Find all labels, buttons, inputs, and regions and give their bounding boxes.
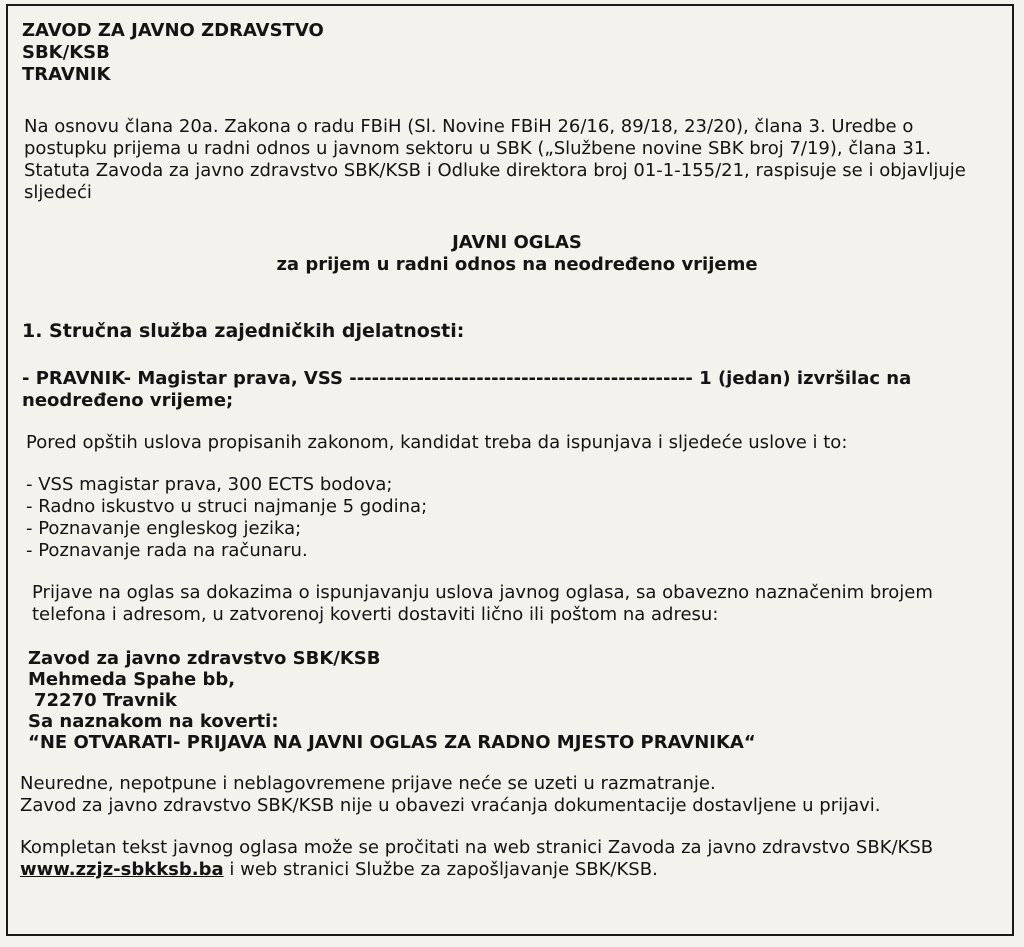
website-link[interactable]: www.zzjz-sbkksb.ba [20, 859, 224, 880]
position-line-2: neodređeno vrijeme; [22, 390, 234, 411]
position-line-1: - PRAVNIK- Magistar prava, VSS ---------------------------------------------- 1 (jedan) izvršilac na [22, 368, 912, 389]
list-item: - Radno iskustvo u struci najmanje 5 godina; [26, 496, 428, 517]
application-line-1: Prijave na oglas sa dokazima o ispunjavanju uslova javnog oglasa, sa obavezno naznačenim brojem [32, 582, 933, 603]
issuer-abbrev: SBK/KSB [22, 42, 110, 63]
application-line-2: telefona i adresom, u zatvorenoj koverti dostaviti lično ili poštom na adresu: [32, 604, 719, 625]
notice-title-sub: za prijem u radni odnos na neodređeno vrijeme [276, 254, 758, 275]
footer-line-2-text: i web stranici Službe za zapošljavanje SBK/KSB. [223, 859, 658, 880]
notice-title [52, 232, 982, 276]
section-heading: 1. Stručna služba zajedničkih djelatnosti: [22, 320, 465, 342]
intro-line-1: Na osnovu člana 20a. Zakona o radu FBiH (Sl. Novine FBiH 26/16, 89/18, 23/20), člana 3. Uredbe o [24, 116, 914, 137]
list-item: - VSS magistar prava, 300 ECTS bodova; [26, 474, 393, 495]
document-content [22, 20, 982, 881]
notes-paragraph [20, 773, 982, 817]
intro-line-3: Statuta Zavoda za javno zdravstvo SBK/KSB i Odluke direktora broj 01-1-155/21, raspisuje se i objavljuje [24, 160, 966, 181]
issuer-name: ZAVOD ZA JAVNO ZDRAVSTVO [22, 20, 324, 41]
list-item: - Poznavanje rada na računaru. [26, 540, 308, 561]
footer-line-2 [20, 859, 982, 881]
footer-paragraph [20, 837, 982, 881]
notes-line-2: Zavod za javno zdravstvo SBK/KSB nije u obavezi vraćanja dokumentacije dostavljene u prijavi. [20, 795, 881, 816]
envelope-note-label: Sa naznakom na koverti: [28, 711, 279, 732]
issuer-header [22, 20, 982, 86]
address-street: Mehmeda Spahe bb, [28, 669, 236, 690]
issuer-city: TRAVNIK [22, 64, 111, 85]
intro-paragraph [24, 116, 982, 204]
address-institution: Zavod za javno zdravstvo SBK/KSB [28, 648, 381, 669]
mailing-address [28, 648, 982, 753]
intro-line-4: sljedeći [24, 182, 92, 203]
position-entry [22, 368, 982, 412]
conditions-intro: Pored opštih uslova propisanih zakonom, kandidat treba da ispunjava i sljedeće uslove i to: [26, 432, 848, 453]
address-city: 72270 Travnik [34, 690, 177, 711]
notes-line-1: Neuredne, nepotpune i neblagovremene prijave neće se uzeti u razmatranje. [20, 773, 716, 794]
notice-title-main: JAVNI OGLAS [452, 232, 582, 253]
conditions-list [26, 474, 982, 562]
list-item: - Poznavanje engleskog jezika; [26, 518, 302, 539]
footer-line-1: Kompletan tekst javnog oglasa može se pročitati na web stranici Zavoda za javno zdravstvo SBK/KSB [20, 837, 934, 858]
intro-line-2: postupku prijema u radni odnos u javnom sektoru u SBK („Službene novine SBK broj 7/19), člana 31. [24, 138, 932, 159]
envelope-note-text: “NE OTVARATI- PRIJAVA NA JAVNI OGLAS ZA RADNO MJESTO PRAVNIKA“ [28, 732, 756, 753]
application-paragraph [32, 582, 982, 626]
